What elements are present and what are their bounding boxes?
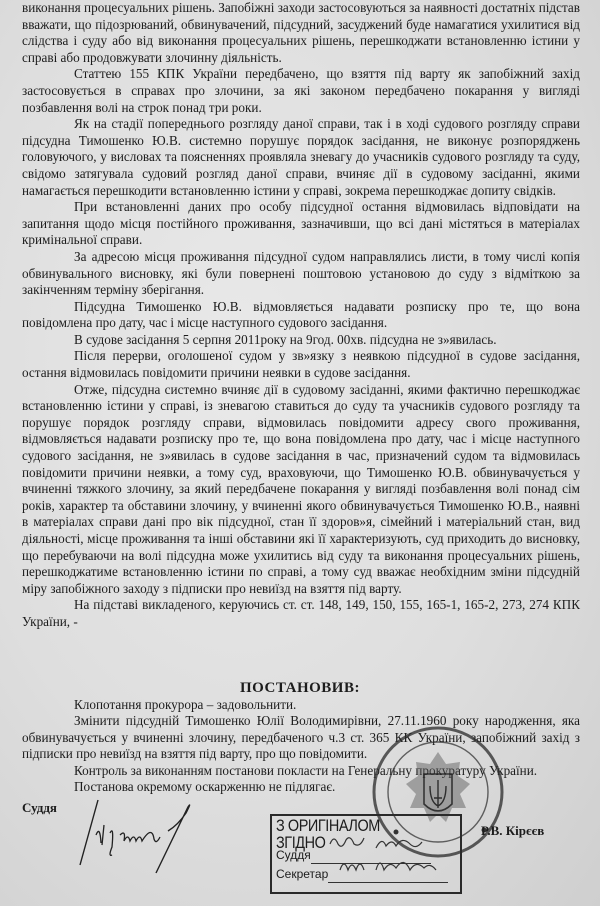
paragraph-7: В судове засідання 5 серпня 2011року на 9год. 00хв. підсудна не з»явилась. <box>74 331 497 347</box>
judge-signature <box>68 795 218 875</box>
document-body <box>22 0 580 631</box>
decision-item-1: Клопотання прокурора – задовольнити. <box>74 697 297 712</box>
decision-item-2: Змінити підсудній Тимошенко Юлії Володимирівни, 27.11.1960 року народження, яка обвинувачується у вчиненні злочину, передбаченого ч.3 ст. 365 КК України, запобіжний захід з підписки про невиїзд на взяття під варту, про що повідомити. <box>22 713 580 762</box>
decision-item-4: Постанова окремому оскарженню не підлягає. <box>74 779 336 795</box>
copy-stamp-signatures <box>320 830 470 880</box>
paragraph-1: виконання процесуальних рішень. Запобіжні заходи застосовуються за наявності достатніх підстав вважати, що підозрюваний, обвинувачений, підсудний, засуджений буде намагатися ухилитися від слідства і суду або від виконання процесуальних рішень, перешкоджати встановленню істини у справі або продовжувати злочинну діяльність. <box>22 0 580 65</box>
paragraph-2: Статтею 155 КПК України передбачено, що взяття під варту як запобіжний захід застосовується в справах про злочини, за які законом передбачено покарання у вигляді позбавлення волі на строк понад три роки. <box>22 66 580 115</box>
paragraph-6: Підсудна Тимошенко Ю.В. відмовляється надавати розписку про те, що вона повідомлена про дату, час і місце наступного судового засідання. <box>22 298 580 331</box>
paragraph-9: Отже, підсудна системно вчиняє дії в судовому засіданні, якими фактично перешкоджає встановленню істини у справі, із зневагою ставиться до суду та учасників судового розгляду та порушує порядок розгляду справи, відмовилась повідомити адресу свого проживання, відмовляється надавати розписку про те, що вона повідомлена про дату, час і місце наступного судового засідання, не з»явилась в судове засідання в час, призначений судом та відмовилась повідомити причини неявки, а тому суд, враховуючи, що Тимошенко Ю.В. обвинувачується у вчиненні тяжкого злочину, за який передбачене покарання у вигляді позбавлення волі понад сім років, характер та обставини злочину, у вчиненні якого обвинувачується Тимошенко Ю.В., наявні в матеріалах справи дані про вік підсудної, стан її здоров»я, сімейний і матеріальний стан, вид діяльності, місце проживання та інші обставини які її характеризують, суд приходить до висновку, що перебуваючи на волі підсудна може ухилитись від суду та виконання процесуальних рішень, перешкоджатиме встановленню істини по справі, а тому суд вважає необхідним зміни підсудній міру запобіжного заходу з підписки про невиїзд на взяття під варту. <box>22 381 580 596</box>
decision-heading: ПОСТАНОВИВ: <box>240 680 360 696</box>
paragraph-8: Після перерви, оголошеної судом у зв»язку з неявкою підсудної в судове засідання, остання відмовилась повідомити причини неявки в судове засідання. <box>22 348 580 381</box>
decision-item-3: Контроль за виконанням постанови покласти на Генеральну прокуратуру України. <box>74 762 538 778</box>
judge-name: Р.В. Кірєєв <box>481 823 545 838</box>
copy-stamp-title: З ОРИГІНАЛОМ ЗГІДНО <box>276 816 380 852</box>
copy-stamp-judge-label: Суддя <box>276 848 311 862</box>
paragraph-3: Як на стадії попереднього розгляду даної справи, так і в ході судового розгляду справи підсудна Тимошенко Ю.В. системно порушує порядок засідання, не виконує розпоряджень головуючого, у висловах та поясненнях проявляла зневагу до учасників судового розгляду та суду, свідомо затягувала судовий розгляд даної справи, вчиняє дії в судовому засіданні, якими намагається перешкодити встановленню істини у справі, зокрема перешкоджає допиту свідків. <box>22 116 580 198</box>
judge-label: Суддя <box>22 800 57 815</box>
copy-stamp-secretary-label: Секретар <box>276 867 329 881</box>
paragraph-5: За адресою місця проживання підсудної судом направлялись листи, в тому числі копія обвинувального висновку, які були повернені поштовою установою до суду з відміткою за закінченням терміну зберігання. <box>22 248 580 298</box>
paragraph-4: При встановленні даних про особу підсудної остання відмовилась відповідати на запитання щодо місця постійного проживання, зазначивши, що всі дані містяться в матеріалах кримінальної справи. <box>22 199 580 248</box>
paragraph-10: На підставі викладеного, керуючись ст. ст. 148, 149, 150, 155, 165-1, 165-2, 273, 274 КПК України, - <box>22 597 580 629</box>
